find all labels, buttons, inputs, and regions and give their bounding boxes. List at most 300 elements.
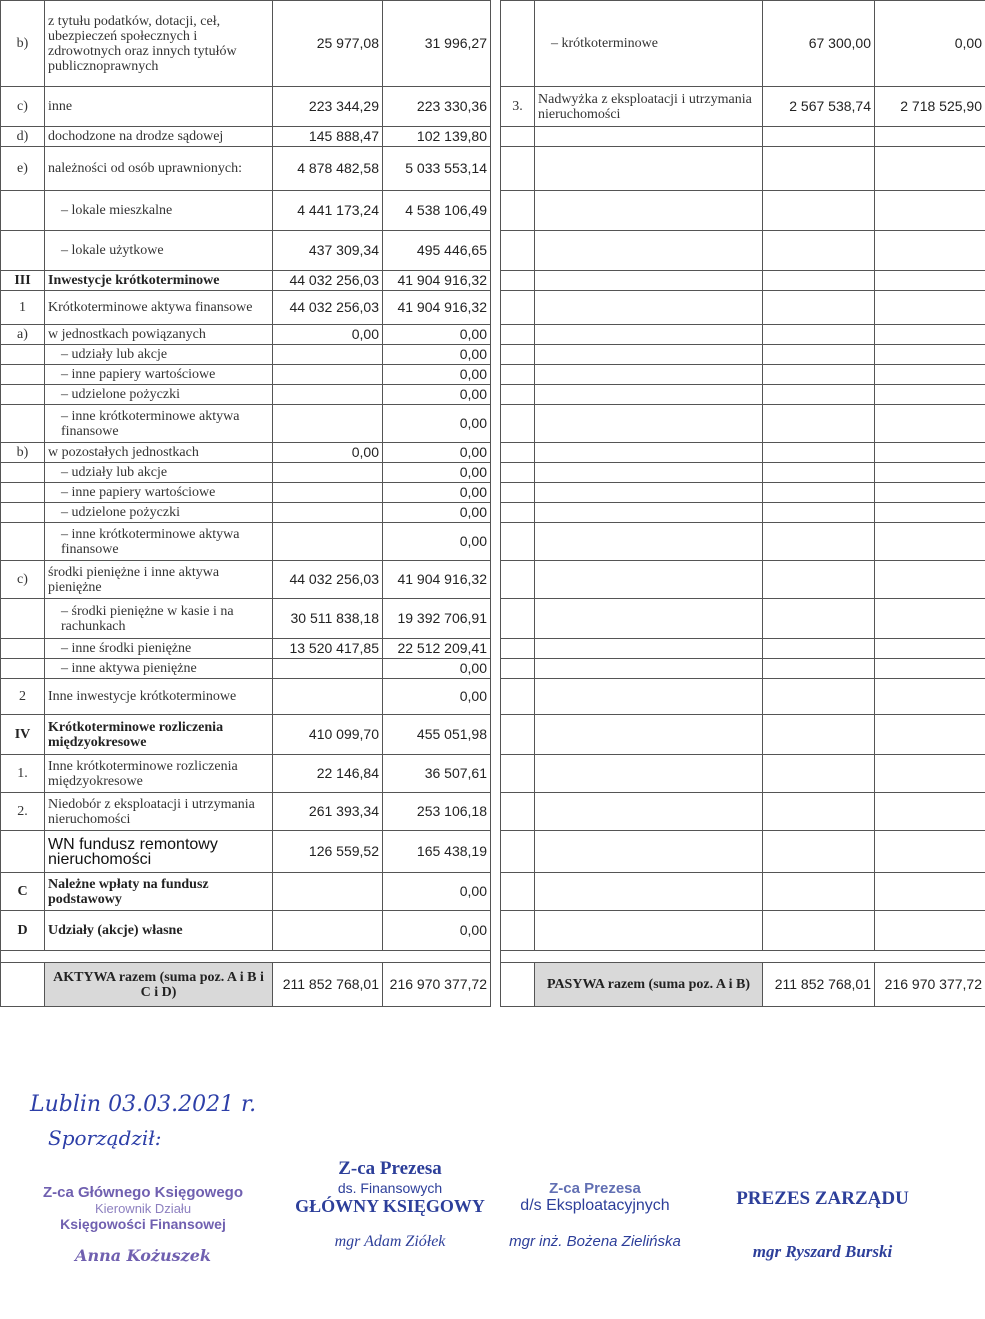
total-blank-cell [501,963,535,1007]
value-current-year: 0,00 [383,659,491,679]
value-current-year: 5 033 553,14 [383,147,491,191]
total-blank-cell [1,963,45,1007]
empty-cell [535,325,763,345]
empty-cell [875,271,985,291]
empty-row [501,599,985,639]
row-label: – inne środki pieniężne [45,639,273,659]
value-previous-year: 44 032 256,03 [273,561,383,599]
empty-cell [501,405,535,443]
empty-cell [875,503,985,523]
table-row [1,1,491,87]
value-current-year: 0,00 [383,365,491,385]
empty-cell [501,715,535,755]
table-row [1,291,491,325]
empty-cell [763,191,875,231]
row-label: – udzielone pożyczki [45,385,273,405]
row-number: c) [1,87,45,127]
value-previous-year: 30 511 838,18 [273,599,383,639]
total-previous-year: 211 852 768,01 [763,963,875,1007]
value-previous-year [273,873,383,911]
empty-cell [501,659,535,679]
value-previous-year [273,365,383,385]
empty-cell [501,271,535,291]
empty-row [501,831,985,873]
empty-cell [501,679,535,715]
table-row [1,385,491,405]
signatory-name: mgr Ryszard Burski [752,1242,893,1261]
stamp-line-2: Kierownik Działu [94,1201,192,1216]
value-current-year: 22 512 209,41 [383,639,491,659]
empty-row [501,483,985,503]
stamp-line-2: d/s Eksploatacyjnych [520,1197,670,1214]
value-previous-year: 44 032 256,03 [273,271,383,291]
empty-cell [763,715,875,755]
empty-row [501,385,985,405]
empty-row [501,271,985,291]
empty-cell [763,911,875,951]
row-number [1,659,45,679]
total-previous-year: 211 852 768,01 [273,963,383,1007]
empty-cell [535,679,763,715]
value-previous-year: 67 300,00 [763,1,875,87]
empty-row [501,345,985,365]
empty-cell [535,405,763,443]
table-row [1,87,491,127]
row-number [1,483,45,503]
stamp-line-3: GŁÓWNY KSIĘGOWY [295,1196,485,1216]
empty-cell [763,679,875,715]
value-previous-year [273,659,383,679]
empty-row [501,231,985,271]
signature-stamp-president [715,1188,930,1262]
value-current-year: 41 904 916,32 [383,561,491,599]
table-row [1,271,491,291]
value-previous-year [273,405,383,443]
empty-cell [875,443,985,463]
table-row [1,503,491,523]
row-label: Inwestycje krótkoterminowe [45,271,273,291]
empty-row [501,443,985,463]
empty-cell [535,127,763,147]
row-label: z tytułu podatków, dotacji, ceł, ubezpieczeń społecznych i zdrowotnych oraz innych tytułów publicznoprawnych [45,1,273,87]
empty-cell [535,639,763,659]
value-previous-year [273,483,383,503]
stamp-line-2: ds. Finansowych [337,1180,443,1196]
row-label: Niedobór z eksploatacji i utrzymania nieruchomości [45,793,273,831]
value-previous-year: 261 393,34 [273,793,383,831]
value-current-year: 0,00 [383,443,491,463]
empty-row [501,679,985,715]
table-row [1,599,491,639]
empty-cell [763,443,875,463]
table-row [1,873,491,911]
signature-stamp-deputy-accountant [18,1184,268,1265]
spacer-cell [383,951,491,963]
empty-cell [875,639,985,659]
value-previous-year: 410 099,70 [273,715,383,755]
empty-row [501,291,985,325]
empty-cell [535,365,763,385]
empty-cell [763,755,875,793]
row-number: a) [1,325,45,345]
empty-cell [875,385,985,405]
row-label: Krótkoterminowe aktywa finansowe [45,291,273,325]
table-row [1,561,491,599]
row-number: 2 [1,679,45,715]
stamp-line-1: Z-ca Głównego Księgowego [42,1184,244,1201]
empty-cell [501,793,535,831]
stamp-line-1: PREZES ZARZĄDU [736,1188,909,1209]
table-row [1,463,491,483]
row-number: 1 [1,291,45,325]
value-previous-year: 0,00 [273,443,383,463]
empty-cell [763,503,875,523]
table-row [1,523,491,561]
empty-row [501,639,985,659]
empty-cell [501,325,535,345]
row-number [1,231,45,271]
value-current-year: 0,00 [383,345,491,365]
row-label: – krótkoterminowe [535,1,763,87]
row-number [1,405,45,443]
table-row [1,793,491,831]
value-previous-year [273,503,383,523]
row-label: – inne papiery wartościowe [45,365,273,385]
empty-cell [875,831,985,873]
empty-cell [875,911,985,951]
value-previous-year: 13 520 417,85 [273,639,383,659]
row-number: 2. [1,793,45,831]
value-previous-year: 4 441 173,24 [273,191,383,231]
empty-row [501,365,985,385]
empty-row [501,191,985,231]
table-row [1,659,491,679]
value-previous-year: 437 309,34 [273,231,383,271]
empty-cell [501,147,535,191]
empty-cell [875,659,985,679]
value-current-year: 0,00 [383,679,491,715]
row-number: D [1,911,45,951]
empty-row [501,147,985,191]
empty-cell [763,271,875,291]
empty-cell [535,147,763,191]
table-row [1,325,491,345]
value-current-year: 0,00 [383,483,491,503]
empty-cell [501,911,535,951]
empty-row [501,325,985,345]
spacer-row [1,951,491,963]
empty-row [501,715,985,755]
row-number: c) [1,561,45,599]
spacer-cell [45,951,273,963]
value-previous-year [273,679,383,715]
table-row [1,639,491,659]
empty-cell [535,755,763,793]
spacer-cell [501,951,535,963]
empty-cell [501,463,535,483]
row-label: Należne wpłaty na fundusz podstawowy [45,873,273,911]
empty-cell [875,405,985,443]
empty-cell [535,873,763,911]
empty-cell [763,231,875,271]
row-label: – inne krótkoterminowe aktywa finansowe [45,523,273,561]
row-label: – udziały lub akcje [45,345,273,365]
value-current-year: 0,00 [383,405,491,443]
row-label: – lokale mieszkalne [45,191,273,231]
empty-cell [501,291,535,325]
spacer-cell [1,951,45,963]
table-row [501,87,985,127]
empty-cell [763,639,875,659]
row-label: Udziały (akcje) własne [45,911,273,951]
value-previous-year: 2 567 538,74 [763,87,875,127]
empty-cell [875,599,985,639]
table-row [1,831,491,873]
empty-cell [501,231,535,271]
empty-cell [501,385,535,405]
empty-cell [875,291,985,325]
row-number [1,523,45,561]
handwritten-prepared-by: Sporządził: [48,1126,162,1150]
value-current-year: 31 996,27 [383,1,491,87]
empty-cell [501,365,535,385]
signature-stamp-deputy-operations [490,1180,700,1250]
value-current-year: 0,00 [875,1,985,87]
table-row [1,483,491,503]
empty-cell [763,147,875,191]
row-number: d) [1,127,45,147]
empty-row [501,911,985,951]
empty-row [501,523,985,561]
empty-cell [501,483,535,503]
empty-cell [763,291,875,325]
value-current-year: 455 051,98 [383,715,491,755]
value-previous-year: 126 559,52 [273,831,383,873]
empty-cell [501,831,535,873]
empty-cell [535,831,763,873]
table-row [1,127,491,147]
row-number [1,463,45,483]
value-previous-year: 145 888,47 [273,127,383,147]
row-number [1,599,45,639]
table-row [1,911,491,951]
spacer-cell [535,951,763,963]
row-number [1,365,45,385]
empty-cell [875,679,985,715]
table-row [1,443,491,463]
signature-stamp-chief-accountant [275,1158,505,1251]
row-number: IV [1,715,45,755]
row-label: – inne krótkoterminowe aktywa finansowe [45,405,273,443]
assets-table [0,0,491,1007]
table-row [1,715,491,755]
spacer-cell [875,951,985,963]
value-previous-year [273,463,383,483]
value-current-year: 2 718 525,90 [875,87,985,127]
liabilities-table-body [501,1,985,1007]
empty-cell [501,503,535,523]
row-label: – udzielone pożyczki [45,503,273,523]
empty-cell [875,345,985,365]
row-label: WN fundusz remontowy nieruchomości [45,831,273,873]
empty-row [501,405,985,443]
value-current-year: 495 446,65 [383,231,491,271]
row-number: b) [1,443,45,463]
table-row [1,365,491,385]
row-number [1,385,45,405]
row-label: – lokale użytkowe [45,231,273,271]
empty-cell [875,523,985,561]
empty-row [501,793,985,831]
empty-cell [535,715,763,755]
handwritten-date: Lublin 03.03.2021 r. [30,1092,257,1117]
empty-cell [501,127,535,147]
row-number [1,503,45,523]
value-current-year: 0,00 [383,463,491,483]
value-current-year: 253 106,18 [383,793,491,831]
table-row [1,345,491,365]
row-number: C [1,873,45,911]
empty-cell [535,191,763,231]
value-current-year: 0,00 [383,503,491,523]
empty-cell [875,191,985,231]
signatory-name: Anna Kożuszek [75,1246,211,1265]
empty-row [501,463,985,483]
row-number: 1. [1,755,45,793]
total-row [501,963,985,1007]
empty-cell [501,755,535,793]
empty-cell [501,191,535,231]
stamp-line-3: Księgowości Finansowej [60,1216,226,1232]
row-label: – inne papiery wartościowe [45,483,273,503]
empty-cell [501,599,535,639]
empty-cell [535,523,763,561]
row-number: e) [1,147,45,191]
spacer-cell [273,951,383,963]
empty-cell [763,483,875,503]
value-previous-year: 44 032 256,03 [273,291,383,325]
row-label: dochodzone na drodze sądowej [45,127,273,147]
value-current-year: 165 438,19 [383,831,491,873]
empty-cell [763,365,875,385]
empty-cell [763,561,875,599]
empty-cell [763,873,875,911]
value-previous-year: 22 146,84 [273,755,383,793]
row-label: środki pieniężne i inne aktywa pieniężne [45,561,273,599]
value-current-year: 4 538 106,49 [383,191,491,231]
empty-row [501,561,985,599]
empty-cell [535,483,763,503]
liabilities-table [500,0,985,1007]
value-current-year: 41 904 916,32 [383,271,491,291]
empty-row [501,659,985,679]
table-row [1,679,491,715]
empty-row [501,755,985,793]
stamp-line-1: Z-ca Prezesa [549,1180,641,1197]
value-previous-year: 223 344,29 [273,87,383,127]
row-label: – udziały lub akcje [45,463,273,483]
empty-row [501,503,985,523]
value-current-year: 0,00 [383,385,491,405]
total-label: AKTYWA razem (suma poz. A i B i C i D) [45,963,273,1007]
empty-cell [875,793,985,831]
value-previous-year: 0,00 [273,325,383,345]
empty-cell [875,325,985,345]
empty-cell [535,561,763,599]
value-current-year: 0,00 [383,873,491,911]
value-current-year: 0,00 [383,325,491,345]
row-label: – środki pieniężne w kasie i na rachunkach [45,599,273,639]
empty-cell [763,659,875,679]
value-current-year: 102 139,80 [383,127,491,147]
table-row [1,231,491,271]
assets-table-body [1,1,491,1007]
value-current-year: 223 330,36 [383,87,491,127]
value-current-year: 36 507,61 [383,755,491,793]
table-row [501,1,985,87]
empty-cell [535,385,763,405]
empty-cell [535,463,763,483]
empty-cell [763,405,875,443]
row-label: inne [45,87,273,127]
empty-cell [535,345,763,365]
empty-cell [763,523,875,561]
row-number: 3. [501,87,535,127]
value-previous-year [273,345,383,365]
empty-cell [763,345,875,365]
empty-cell [535,659,763,679]
row-label: w pozostałych jednostkach [45,443,273,463]
empty-cell [501,639,535,659]
empty-row [501,127,985,147]
row-label: Krótkoterminowe rozliczenia międzyokresowe [45,715,273,755]
row-label: należności od osób uprawnionych: [45,147,273,191]
empty-cell [535,793,763,831]
row-number [1,639,45,659]
row-label: Inne krótkoterminowe rozliczenia międzyokresowe [45,755,273,793]
row-label: Nadwyżka z eksploatacji i utrzymania nieruchomości [535,87,763,127]
empty-cell [535,503,763,523]
table-row [1,191,491,231]
value-previous-year [273,911,383,951]
value-current-year: 41 904 916,32 [383,291,491,325]
empty-cell [763,793,875,831]
empty-cell [501,345,535,365]
empty-cell [535,599,763,639]
row-number: III [1,271,45,291]
total-current-year: 216 970 377,72 [875,963,985,1007]
empty-cell [501,443,535,463]
empty-cell [875,483,985,503]
empty-cell [875,365,985,385]
empty-cell [875,561,985,599]
empty-cell [875,873,985,911]
row-label: – inne aktywa pieniężne [45,659,273,679]
empty-cell [535,911,763,951]
row-label: w jednostkach powiązanych [45,325,273,345]
empty-row [501,873,985,911]
empty-cell [535,271,763,291]
table-row [1,755,491,793]
empty-cell [535,231,763,271]
value-current-year: 0,00 [383,911,491,951]
empty-cell [763,831,875,873]
total-label: PASYWA razem (suma poz. A i B) [535,963,763,1007]
value-previous-year: 4 878 482,58 [273,147,383,191]
empty-cell [875,231,985,271]
empty-cell [763,599,875,639]
empty-cell [535,291,763,325]
